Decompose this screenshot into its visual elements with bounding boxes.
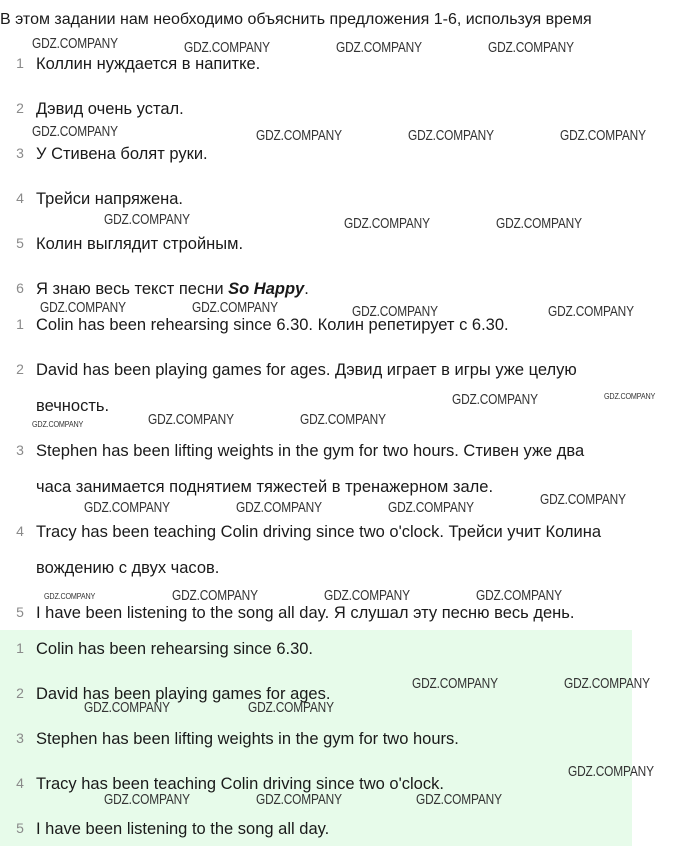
watermark: GDZ.COMPANY xyxy=(408,128,494,144)
item-text-line1: Tracy has been teaching Colin driving since two o'clock. Трейси учит Колина xyxy=(36,523,602,541)
item-text-line1: Colin has been rehearsing since 6.30. Колин репетирует с 6.30. xyxy=(36,316,509,334)
item-number: 3 xyxy=(16,145,24,161)
watermark: GDZ.COMPANY xyxy=(256,792,342,808)
item-number: 3 xyxy=(16,442,24,458)
watermark: GDZ.COMPANY xyxy=(104,212,190,228)
watermark: GDZ.COMPANY xyxy=(256,128,342,144)
item-text: У Стивена болят руки. xyxy=(36,145,208,163)
watermark: GDZ.COMPANY xyxy=(412,676,498,692)
item-number: 5 xyxy=(16,235,24,251)
watermark: GDZ.COMPANY xyxy=(84,500,170,516)
watermark: GDZ.COMPANY xyxy=(388,500,474,516)
watermark: GDZ.COMPANY xyxy=(84,700,170,716)
item-number: 5 xyxy=(16,604,24,620)
watermark: GDZ.COMPANY xyxy=(248,700,334,716)
watermark: GDZ.COMPANY xyxy=(496,216,582,232)
watermark: GDZ.COMPANY xyxy=(300,412,386,428)
watermark: GDZ.COMPANY xyxy=(236,500,322,516)
item-text: Дэвид очень устал. xyxy=(36,100,184,118)
watermark: GDZ.COMPANY xyxy=(560,128,646,144)
item-number: 1 xyxy=(16,316,24,332)
watermark: GDZ.COMPANY xyxy=(44,592,96,601)
item-number: 2 xyxy=(16,685,24,701)
item-number: 6 xyxy=(16,280,24,296)
item-text: David has been playing games for ages. xyxy=(36,685,331,703)
watermark: GDZ.COMPANY xyxy=(40,300,126,316)
item-text-line2: вечность. xyxy=(36,397,110,415)
watermark: GDZ.COMPANY xyxy=(172,588,258,604)
watermark: GDZ.COMPANY xyxy=(192,300,278,316)
watermark: GDZ.COMPANY xyxy=(32,124,118,140)
watermark: GDZ.COMPANY xyxy=(476,588,562,604)
watermark: GDZ.COMPANY xyxy=(416,792,502,808)
watermark: GDZ.COMPANY xyxy=(32,420,84,429)
item-number: 2 xyxy=(16,100,24,116)
item-text xyxy=(36,280,666,299)
item-text: Colin has been rehearsing since 6.30. xyxy=(36,640,314,658)
item-number: 4 xyxy=(16,775,24,791)
watermark: GDZ.COMPANY xyxy=(32,36,118,52)
watermark: GDZ.COMPANY xyxy=(488,40,574,56)
intro-text: В этом задании нам необходимо объяснить предложения 1-6, используя время xyxy=(0,11,592,28)
watermark: GDZ.COMPANY xyxy=(324,588,410,604)
watermark: GDZ.COMPANY xyxy=(148,412,234,428)
item-number: 4 xyxy=(16,523,24,539)
item-number: 3 xyxy=(16,730,24,746)
watermark: GDZ.COMPANY xyxy=(540,492,626,508)
watermark: GDZ.COMPANY xyxy=(184,40,270,56)
item-text-line1: David has been playing games for ages. Дэвид играет в игры уже целую xyxy=(36,361,577,379)
watermark: GDZ.COMPANY xyxy=(336,40,422,56)
song-title: So Happy xyxy=(228,280,305,298)
item-text-line2: вождению с двух часов. xyxy=(36,559,220,577)
item-text: Коллин нуждается в напитке. xyxy=(36,55,261,73)
item-text: I have been listening to the song all day. xyxy=(36,820,330,838)
item-text-line1: I have been listening to the song all day. Я слушал эту песню весь день. xyxy=(36,604,575,622)
watermark: GDZ.COMPANY xyxy=(604,392,656,401)
watermark: GDZ.COMPANY xyxy=(564,676,650,692)
item-text-line2: часа занимается поднятием тяжестей в тренажерном зале. xyxy=(36,478,494,496)
item-text: Колин выглядит стройным. xyxy=(36,235,244,253)
item-number: 1 xyxy=(16,55,24,71)
watermark: GDZ.COMPANY xyxy=(452,392,538,408)
item-text: Stephen has been lifting weights in the gym for two hours. xyxy=(36,730,459,748)
item-number: 1 xyxy=(16,640,24,656)
watermark: GDZ.COMPANY xyxy=(344,216,430,232)
text-after: . xyxy=(304,280,309,298)
item-number: 4 xyxy=(16,190,24,206)
item-number: 5 xyxy=(16,820,24,836)
text-before: Я знаю весь текст песни xyxy=(36,280,229,298)
item-number: 2 xyxy=(16,361,24,377)
item-text: Tracy has been teaching Colin driving since two o'clock. xyxy=(36,775,444,793)
watermark: GDZ.COMPANY xyxy=(104,792,190,808)
watermark: GDZ.COMPANY xyxy=(548,304,634,320)
item-text-line1: Stephen has been lifting weights in the gym for two hours. Стивен уже два xyxy=(36,442,585,460)
item-text: Трейси напряжена. xyxy=(36,190,184,208)
watermark: GDZ.COMPANY xyxy=(568,764,654,780)
watermark: GDZ.COMPANY xyxy=(352,304,438,320)
